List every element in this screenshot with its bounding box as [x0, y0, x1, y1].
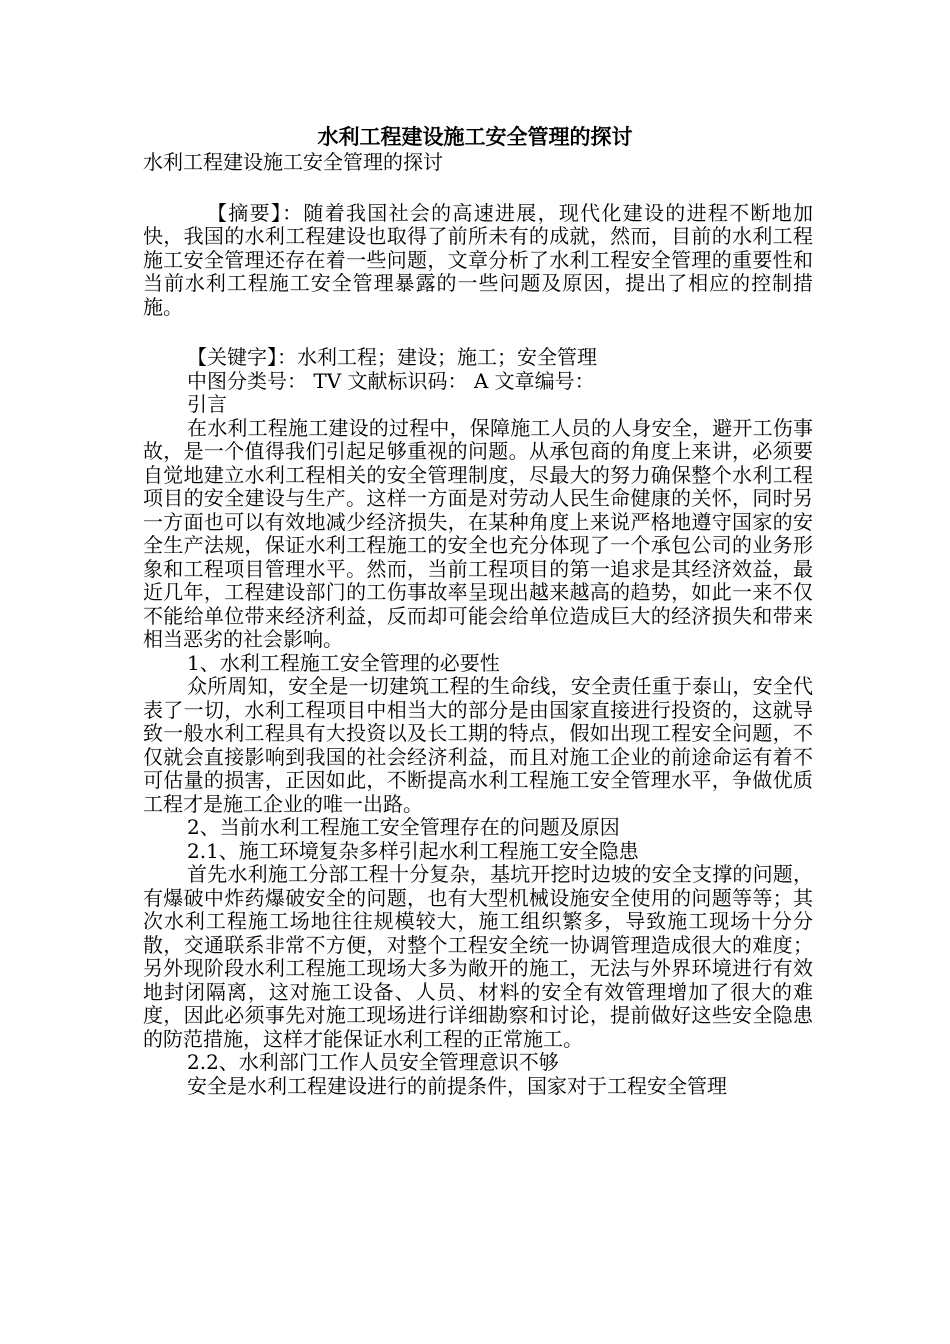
document-body [143, 151, 813, 1098]
section-2-2-paragraph: 安全是水利工程建设进行的前提条件，国家对于工程安全管理 [187, 1073, 727, 1098]
classification-line: 中图分类号： TV 文献标识码： A 文章编号： [187, 368, 595, 393]
section-2-1-heading: 2.1、施工环境复杂多样引起水利工程施工安全隐患 [187, 838, 639, 863]
intro-paragraph: 在水利工程施工建设的过程中，保障施工人员的人身安全，避开工伤事故，是一个值得我们引起足够重视的问题。从承包商的角度上来讲，必须要自觉地建立水利工程相关的安全管理制度，尽最大的努力确保整个水利工程项目的安全建设与生产。这样一方面是对劳动人民生命健康的关怀，同时另一方面也可以有效地减少经济损失，在某种角度上来说严格地遵守国家的安全生产法规，保证水利工程施工的安全也充分体现了一个承包公司的业务形象和工程项目管理水平。然而，当前工程项目的第一追求是其经济效益，最近几年，工程建设部门的工伤事故率呈现出越来越高的趋势，如此一来不仅不能给单位带来经济利益，反而却可能会给单位造成巨大的经济损失和带来相当恶劣的社会影响。 [143, 415, 813, 651]
section-2-2-heading: 2.2、水利部门工作人员安全管理意识不够 [187, 1050, 559, 1074]
section-1-heading: 1、水利工程施工安全管理的必要性 [187, 650, 500, 675]
spacer [143, 175, 813, 202]
keywords-line: 【关键字】：水利工程；建设；施工；安全管理 [187, 345, 597, 369]
document-subtitle: 水利工程建设施工安全管理的探讨 [143, 150, 443, 174]
section-2-1-paragraph: 首先水利施工分部工程十分复杂，基坑开挖时边坡的安全支撑的问题，有爆破中炸药爆破安全的问题，也有大型机械设施安全使用的问题等等；其次水利工程施工场地往往规模较大，施工组织繁多，导致施工现场十分分散，交通联系非常不方便，对整个工程安全统一协调管理造成很大的难度；另外现阶段水利工程施工现场大多为敞开的施工，无法与外界环境进行有效地封闭隔离，这对施工设备、人员、材料的安全有效管理增加了很大的难度，因此必须事先对施工现场进行详细勘察和讨论，提前做好这些安全隐患的防范措施，这样才能保证水利工程的正常施工。 [143, 862, 813, 1051]
spacer [143, 319, 813, 346]
abstract-paragraph: 【摘要】：随着我国社会的高速进展，现代化建设的进程不断地加快，我国的水利工程建设也取得了前所未有的成就，然而，目前的水利工程施工安全管理还存在着一些问题，文章分析了水利工程安全管理的重要性和当前水利工程施工安全管理暴露的一些问题及原因，提出了相应的控制措施。 [143, 200, 813, 319]
section-1-paragraph: 众所周知，安全是一切建筑工程的生命线，安全责任重于泰山，安全代表了一切，水利工程项目中相当大的部分是由国家直接进行投资的，这就导致一般水利工程具有大投资以及长工期的特点，假如出现工程安全问题，不仅就会直接影响到我国的社会经济利益，而且对施工企业的前途命运有着不可估量的损害，正因如此，不断提高水利工程施工安全管理水平，争做优质工程才是施工企业的唯一出路。 [143, 674, 813, 816]
intro-heading: 引言 [187, 392, 227, 416]
document-title: 水利工程建设施工安全管理的探讨 [317, 124, 633, 149]
section-2-heading: 2、当前水利工程施工安全管理存在的问题及原因 [187, 815, 620, 839]
